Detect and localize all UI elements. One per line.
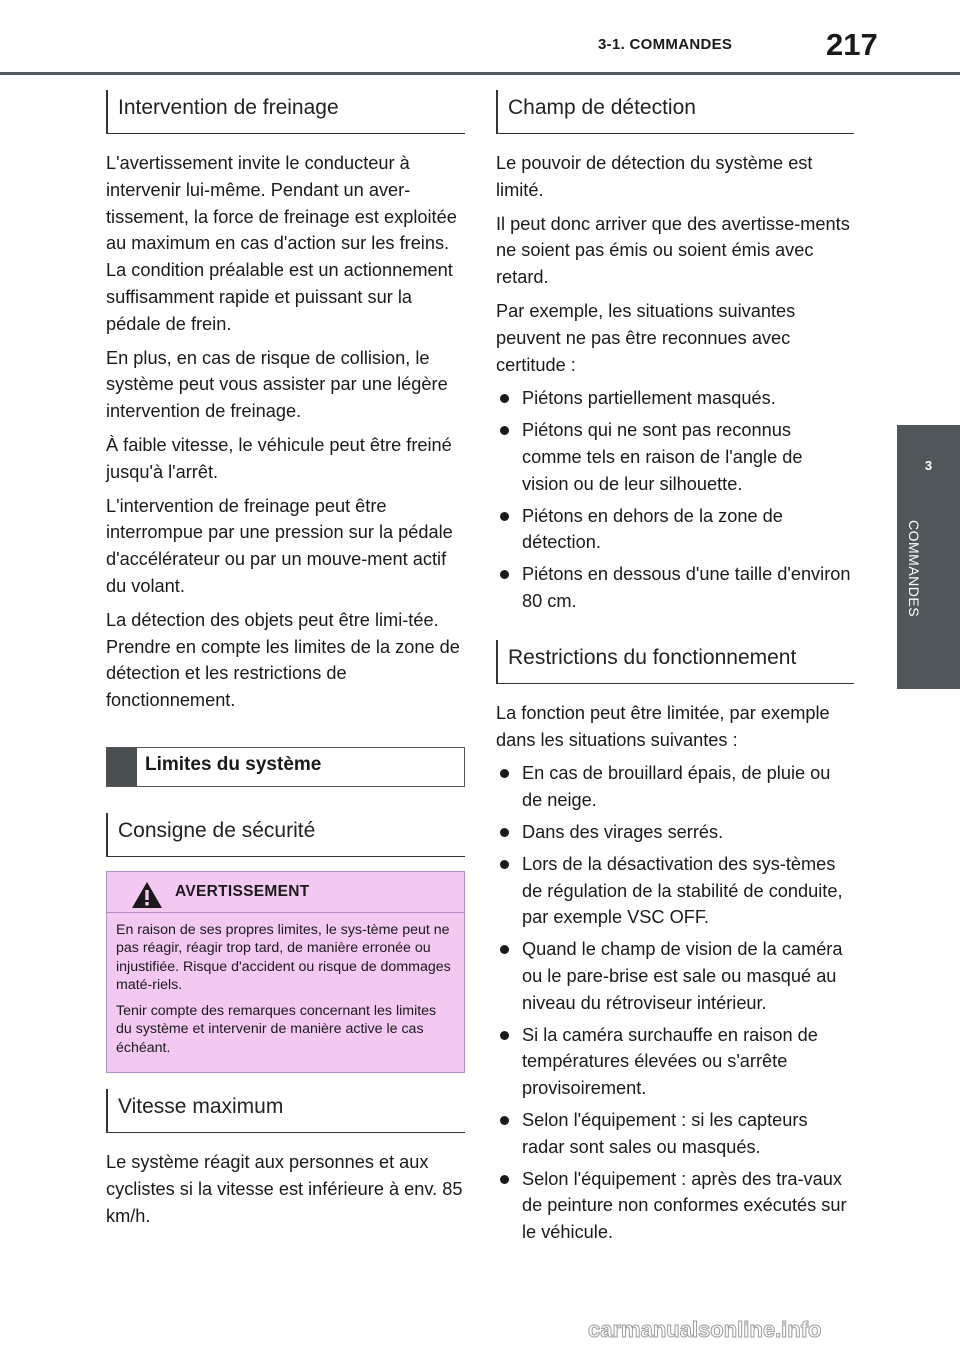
- warning-body: [107, 913, 464, 1073]
- paragraph: La fonction peut être limitée, par exemple dans les situations suivantes :: [496, 702, 830, 750]
- heading-consigne-securite: Consigne de sécurité: [106, 813, 465, 857]
- heading-champ-detection: Champ de détection: [496, 90, 854, 134]
- paragraph: Le système réagit aux personnes et aux cyclistes si la vitesse est inférieure à env. 85 km/h.: [106, 1152, 463, 1227]
- paragraph: Il peut donc arriver que des avertisse-ments ne soient pas émis ou soient émis avec retard.: [496, 213, 850, 288]
- section-heading-limites: [106, 747, 465, 787]
- list-item: [496, 385, 854, 412]
- paragraph: La détection des objets peut être limi-tée. Prendre en compte les limites de la zone de détection et les restrictions de fonctionnement.: [106, 609, 460, 711]
- list-item: [496, 851, 854, 931]
- bullet-icon: [500, 1175, 509, 1184]
- list-item-text: Lors de la désactivation des sys-tèmes de régulation de la stabilité de conduite, par exemple VSC OFF.: [522, 853, 843, 928]
- paragraph: Le pouvoir de détection du système est limité.: [496, 153, 813, 200]
- list-item-text: Dans des virages serrés.: [522, 821, 724, 842]
- list-item-text: Piétons qui ne sont pas reconnus comme tels en raison de l'angle de vision ou de leur silhouette.: [522, 420, 803, 494]
- bullet-icon: [500, 1116, 509, 1125]
- warning-triangle-icon: [131, 881, 163, 909]
- list-item: [496, 561, 854, 615]
- bullet-icon: [500, 426, 509, 435]
- list-item: [496, 503, 854, 557]
- chapter-number: 3: [924, 458, 933, 473]
- right-column: [496, 90, 854, 1251]
- bullet-icon: [500, 512, 509, 521]
- paragraph: En plus, en cas de risque de collision, le système peut vous assister par une légère intervention de freinage.: [106, 347, 448, 422]
- warning-header: [107, 872, 464, 913]
- bullet-icon: [500, 828, 509, 837]
- paragraph: L'avertissement invite le conducteur à intervenir lui-même. Pendant un aver-tissement, la force de freinage est exploitée au maximum en cas d'action sur les freins. La condition préalable est un actionnement suffisamment rapide et puissant sur la pédale de frein.: [106, 153, 457, 334]
- paragraph: L'intervention de freinage peut être interrompue par une pression sur la pédale d'accélérateur ou par un mouve-ment actif du volant.: [106, 495, 453, 596]
- list-item: [496, 1022, 854, 1102]
- paragraph: À faible vitesse, le véhicule peut être freiné jusqu'à l'arrêt.: [106, 434, 452, 482]
- list-item: [496, 1166, 854, 1246]
- warning-box: [106, 871, 465, 1074]
- heading-intervention-freinage: Intervention de freinage: [106, 90, 465, 134]
- bullet-icon: [500, 570, 509, 579]
- warning-title: AVERTISSEMENT: [175, 882, 310, 900]
- watermark-logo: [588, 1318, 958, 1342]
- section-title: 3-1. COMMANDES: [598, 36, 733, 53]
- list-item: [496, 760, 854, 814]
- bullet-icon: [500, 860, 509, 869]
- bullet-icon: [500, 769, 509, 778]
- bullet-icon: [500, 945, 509, 954]
- list-item-text: En cas de brouillard épais, de pluie ou de neige.: [522, 763, 831, 811]
- list-item: [496, 417, 854, 497]
- list-item-text: Piétons en dessous d'une taille d'environ 80 cm.: [522, 564, 851, 611]
- heading-vitesse-maximum: Vitesse maximum: [106, 1089, 465, 1133]
- bullet-list-restrictions: [496, 760, 854, 1246]
- page-number: 217: [826, 27, 878, 62]
- warning-text: En raison de ses propres limites, le sys-tème peut ne pas réagir, réagir trop tard, de manière erronée ou injustifiée. Risque d'accident ou risque de dommages maté-riels.: [116, 921, 451, 994]
- warning-text: Tenir compte des remarques concernant les limites du système et intervenir de manière active le cas échéant.: [116, 1002, 437, 1056]
- chapter-label: COMMANDES: [906, 520, 922, 618]
- list-item-text: Si la caméra surchauffe en raison de températures élevées ou s'arrête provisoirement.: [522, 1024, 818, 1099]
- list-item: [496, 819, 854, 846]
- left-column: [106, 90, 465, 1237]
- list-item-text: Selon l'équipement : si les capteurs radar sont sales ou masqués.: [522, 1109, 808, 1157]
- header-divider: [0, 72, 960, 75]
- heading-label: Limites du système: [145, 753, 322, 775]
- list-item: [496, 936, 854, 1016]
- list-item-text: Piétons en dehors de la zone de détection.: [522, 505, 783, 553]
- list-item-text: Piétons partiellement masqués.: [522, 388, 776, 409]
- list-item-text: Quand le champ de vision de la caméra ou le pare-brise est sale ou masqué au niveau du rétroviseur intérieur.: [522, 939, 843, 1013]
- heading-restrictions: Restrictions du fonctionnement: [496, 640, 854, 684]
- bullet-list-detection: [496, 385, 854, 614]
- bullet-icon: [500, 1031, 509, 1040]
- watermark-text: carmanualsonline.info: [588, 1318, 822, 1342]
- list-item-text: Selon l'équipement : après des tra-vaux de peinture non conformes exécutés sur le véhicule.: [522, 1168, 847, 1243]
- paragraph: Par exemple, les situations suivantes peuvent ne pas être reconnues avec certitude :: [496, 300, 796, 375]
- list-item: [496, 1107, 854, 1161]
- heading-bar: [107, 748, 137, 786]
- bullet-icon: [500, 394, 509, 403]
